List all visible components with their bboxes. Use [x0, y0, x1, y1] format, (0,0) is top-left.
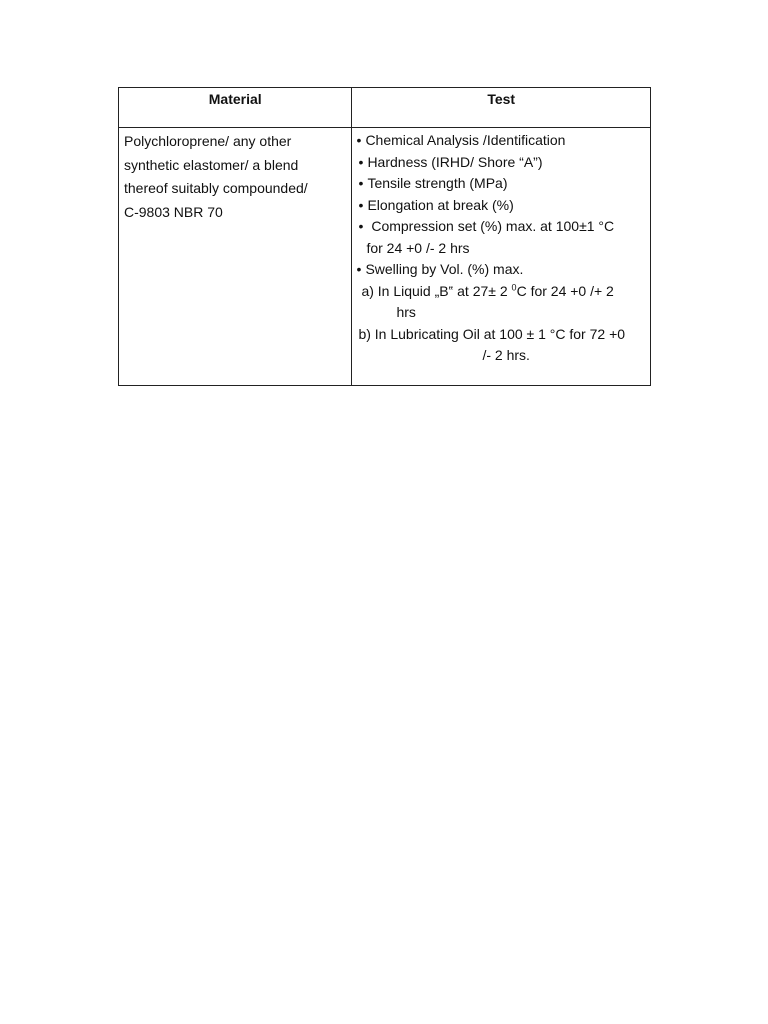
test-swelling — [356, 259, 646, 281]
bullet-icon: • — [356, 132, 362, 148]
test-tensile — [356, 173, 646, 195]
material-line-2: synthetic elastomer/ a blend — [124, 156, 299, 173]
material-line-3: thereof suitably compounded/ — [124, 180, 308, 196]
bullet-icon: • — [358, 153, 364, 170]
test-liquid-b — [356, 281, 646, 303]
liquid-b-suffix: C for 24 +0 /+ 2 — [516, 282, 614, 299]
test-lubricating-oil-line-2: /- 2 hrs. — [482, 347, 530, 363]
test-lubricating-oil: b) In Lubricating Oil at 100 ± 1 °C for 72 +0 — [358, 325, 626, 342]
header-test: Test — [352, 88, 651, 128]
test-cell — [352, 128, 651, 386]
material-line-4: C-9803 NBR 70 — [124, 203, 223, 220]
header-material: Material — [119, 88, 352, 128]
test-chemical-analysis — [356, 130, 646, 152]
table-row — [119, 128, 651, 386]
header-row — [119, 88, 651, 128]
test-liquid-b-line-2: hrs — [396, 304, 416, 320]
bullet-icon: • — [356, 261, 362, 277]
test-elongation-label: Elongation at break (%) — [367, 196, 514, 213]
bullet-icon: • — [358, 196, 364, 213]
test-compression-label: Compression set (%) max. at 100±1 °C — [367, 218, 615, 234]
material-line-1: Polychloroprene/ any other — [124, 133, 292, 149]
liquid-b-degree-sup: 0 — [511, 281, 517, 292]
test-chemical-analysis-label: Chemical Analysis /Identification — [365, 132, 566, 148]
bullet-icon: • — [358, 218, 364, 234]
test-hardness — [356, 152, 646, 174]
material-cell — [119, 128, 352, 386]
test-compression — [356, 216, 646, 238]
bullet-icon: • — [358, 175, 364, 191]
liquid-b-prefix: a) In Liquid „B‟ at 27± 2 — [361, 282, 512, 299]
test-tensile-label: Tensile strength (MPa) — [367, 175, 508, 191]
material-test-table — [118, 87, 651, 386]
test-swelling-label: Swelling by Vol. (%) max. — [365, 261, 524, 277]
test-compression-line-2: for 24 +0 /- 2 hrs — [366, 239, 470, 256]
test-elongation — [356, 195, 646, 217]
test-hardness-label: Hardness (IRHD/ Shore “A”) — [367, 153, 543, 170]
